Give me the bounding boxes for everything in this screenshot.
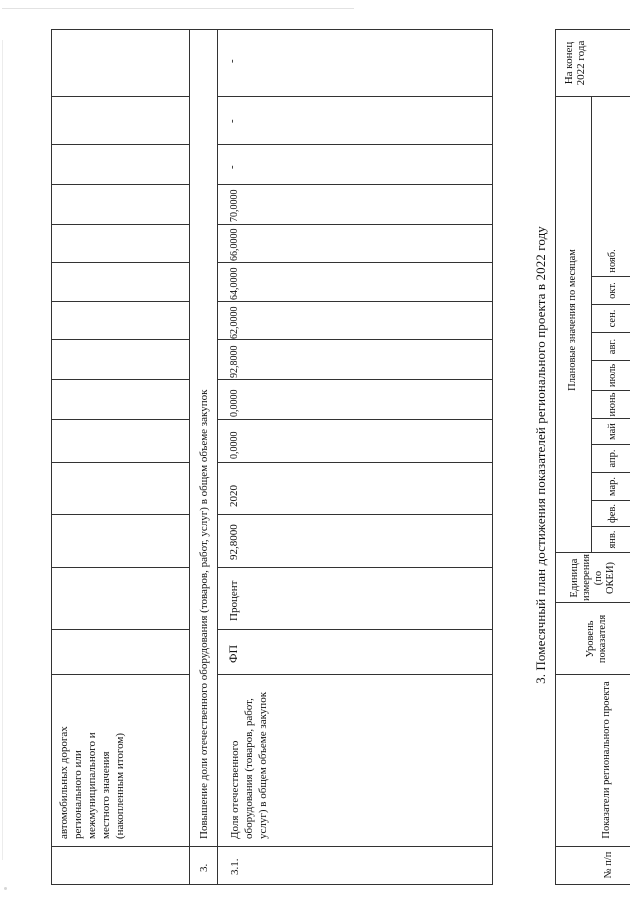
value-cell: 0,0000 [229, 431, 240, 459]
month-header: май [607, 423, 618, 440]
row-base-year: 2020 [228, 485, 240, 507]
monthly-plan-table-header [555, 29, 630, 885]
monthly-group-header: Плановые значения по месяцам [567, 249, 578, 391]
value-cell: 66,0000 [229, 228, 240, 261]
value-cell: 0,0000 [229, 389, 240, 417]
section-caption: 3. Помесячный план достижения показателей регионального проекта в 2022 году [533, 226, 548, 684]
row-base-value: 92,8000 [228, 524, 240, 560]
value-cell: - [226, 59, 238, 63]
month-header: мар. [607, 476, 618, 497]
col-unit-header: Единица измерения (по ОКЕИ) [569, 554, 616, 601]
col-number-header: № п/п [603, 851, 614, 879]
value-cell: 62,0000 [229, 306, 240, 339]
row-divider [189, 29, 190, 885]
month-header: фев. [607, 503, 618, 524]
month-header: авг. [607, 338, 618, 355]
continued-indicator-text: автомобильных дорогах регионального или межмуниципального и местного значения (накопленным итогом) [58, 726, 126, 839]
section-divider [189, 846, 217, 847]
year-end-header: На конец 2022 года [563, 40, 587, 86]
value-cell: 64,0000 [229, 267, 240, 300]
row-divider [217, 29, 218, 885]
month-header: июнь [607, 392, 618, 417]
row-number: 3.1. [229, 858, 241, 875]
month-header: янв. [607, 530, 618, 549]
value-cell: 70,0000 [229, 189, 240, 222]
month-header: окт. [607, 282, 618, 299]
row-indicator: Доля отечественного оборудования (товаров, работ, услуг) в общем объеме закупок [229, 691, 269, 839]
indicators-table [51, 29, 493, 885]
col-indicator-header: Показатели регионального проекта [601, 681, 612, 839]
value-cell: - [226, 119, 238, 123]
month-header: июль [607, 363, 618, 388]
row-unit: Процент [228, 580, 240, 621]
section-number: 3. [198, 863, 210, 872]
value-cell: - [226, 165, 238, 169]
value-cell: 92,8000 [229, 345, 240, 378]
month-header: нояб. [607, 249, 618, 273]
month-header: апр. [607, 449, 618, 468]
section-title: Повышение доли отечественного оборудования (товаров, работ, услуг) в общем объеме закупок [198, 389, 210, 839]
row-type: ФП [226, 644, 240, 663]
month-header: сен. [607, 309, 618, 328]
col-level-header: Уровень показателя [585, 614, 608, 664]
